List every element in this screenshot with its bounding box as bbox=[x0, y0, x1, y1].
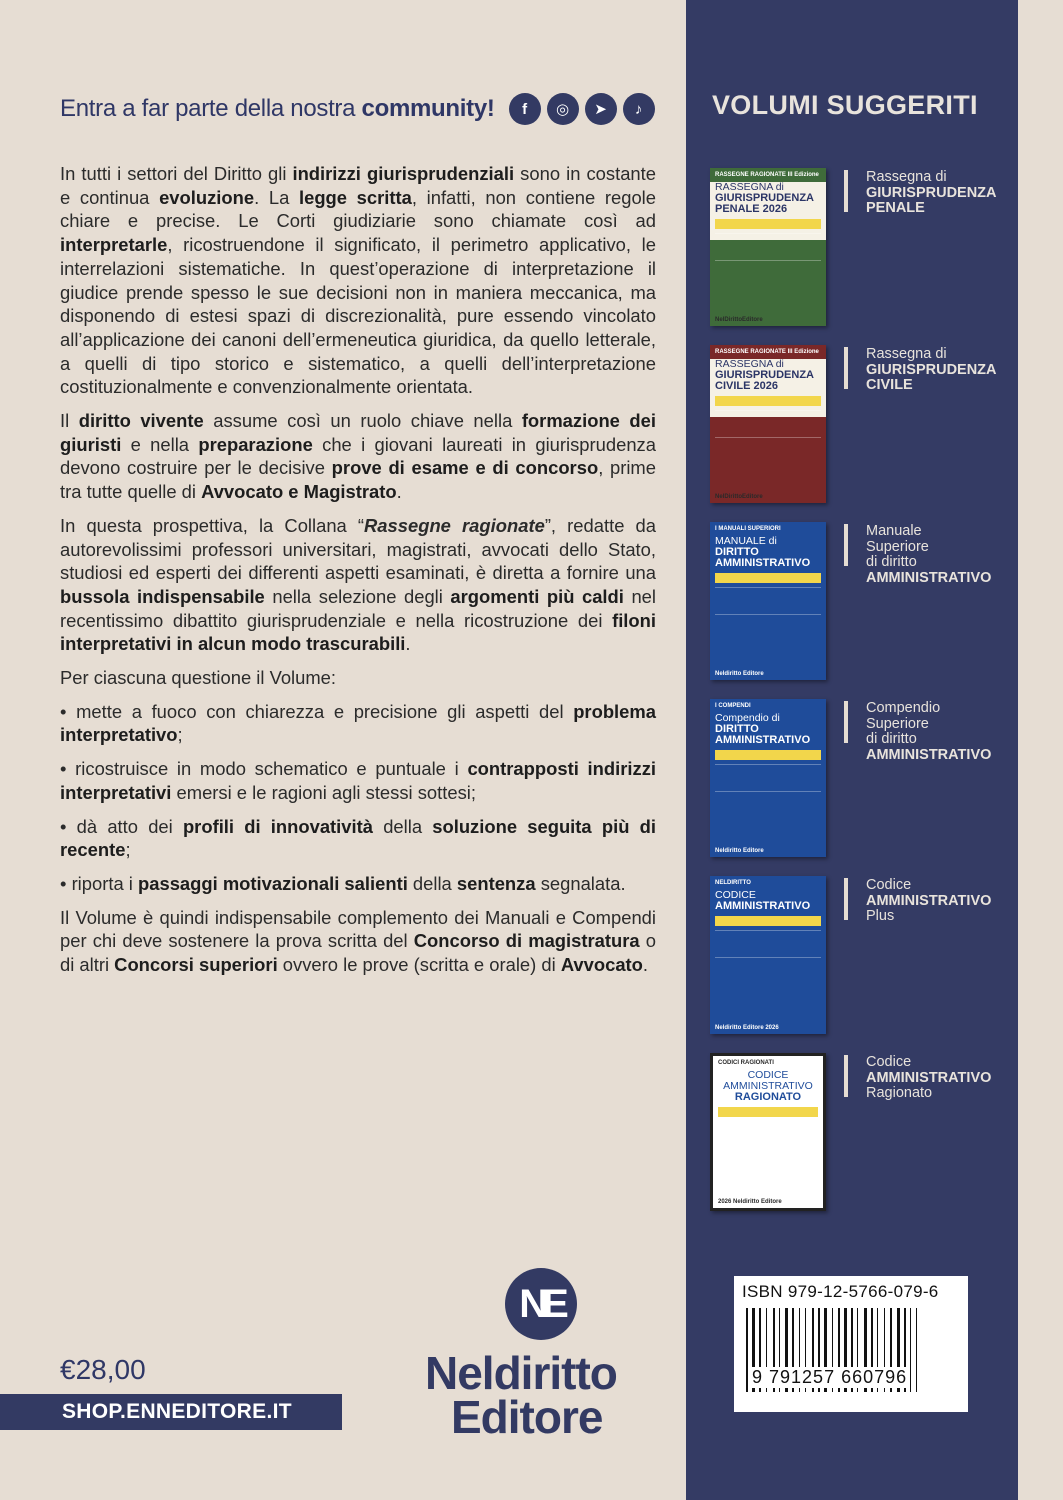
volume-separator bbox=[844, 701, 848, 743]
text-segment: . La bbox=[254, 186, 299, 208]
paragraph-2 bbox=[60, 409, 656, 504]
volume-label-3[interactable] bbox=[866, 524, 1016, 586]
text-segment: passaggi motivazionali salienti bbox=[138, 872, 408, 894]
volume-label-bold: AMMINISTRATIVO bbox=[866, 1069, 992, 1086]
bullet-4 bbox=[60, 872, 656, 896]
book-cover-6[interactable] bbox=[710, 1053, 826, 1211]
text-segment: sono in costante e continua bbox=[60, 163, 656, 208]
text-segment: ”, redatte da autorevolissimi professori universitari, magistrati, avvocati dello Stato, studiosi ed esperti dei differenti aspetti esaminati, è diretta a fornire una bbox=[60, 514, 656, 584]
volume-label-bold: AMMINISTRATIVO bbox=[866, 746, 992, 763]
text-segment: filoni interpretativi in alcun modo trascurabili bbox=[60, 609, 656, 655]
book-cover-publisher: Neldiritto Editore bbox=[715, 671, 764, 677]
book-cover-publisher: Neldiritto Editore bbox=[715, 848, 764, 854]
publisher-name-line2: Editore bbox=[451, 1391, 603, 1443]
text-segment: interpretarle bbox=[60, 234, 168, 256]
text-segment: Il bbox=[60, 410, 79, 432]
text-segment: ricostruisce in modo schematico e puntuale i bbox=[75, 758, 468, 780]
book-cover-lines bbox=[715, 233, 821, 261]
isbn-number: ISBN 979-12-5766-079-6 bbox=[742, 1282, 939, 1301]
price: €28,00 bbox=[60, 1354, 146, 1385]
telegram-icon[interactable]: ➤ bbox=[585, 93, 617, 125]
text-segment: Avvocato bbox=[560, 954, 643, 976]
volume-separator bbox=[844, 347, 848, 389]
text-segment: Il Volume è quindi indispensabile complemento dei Manuali e Compendi per chi deve sostenere la prova scritta del bbox=[60, 906, 656, 952]
text-segment: In tutti i settori del Diritto gli bbox=[60, 163, 293, 184]
text-segment: soluzione seguita più di recente bbox=[60, 815, 656, 861]
book-cover-band bbox=[715, 916, 821, 926]
volume-label-line: Rassegna di bbox=[866, 169, 947, 185]
book-cover-publisher: Neldiritto Editore 2026 bbox=[715, 1025, 779, 1031]
volume-label-line: Compendio bbox=[866, 700, 941, 716]
volume-label-bold: AMMINISTRATIVO bbox=[866, 892, 992, 909]
volume-label-5[interactable] bbox=[866, 878, 1016, 925]
book-cover-lines bbox=[715, 410, 821, 438]
text-segment: riporta i bbox=[71, 872, 138, 894]
volume-label-2[interactable] bbox=[866, 347, 1016, 394]
volume-label-6[interactable] bbox=[866, 1055, 1016, 1102]
book-cover-band bbox=[715, 219, 821, 229]
volume-label-bold: GIURISPRUDENZA bbox=[866, 361, 997, 378]
barcode-number: 9 791257 660796 bbox=[752, 1367, 908, 1387]
text-segment: Concorsi superiori bbox=[114, 954, 278, 976]
text-segment: sentenza bbox=[456, 872, 536, 894]
book-series-header: I COMPENDI bbox=[715, 703, 751, 709]
text-segment: della bbox=[372, 815, 433, 837]
bullet-2 bbox=[60, 757, 656, 804]
volume-label-line: Manuale bbox=[866, 523, 922, 539]
paragraph-4 bbox=[60, 666, 656, 690]
book-cover-subtitle: GIURISPRUDENZA CIVILE 2026 bbox=[715, 369, 814, 392]
publisher-logo bbox=[425, 1268, 665, 1443]
text-segment: In questa prospettiva, la Collana “ bbox=[60, 514, 365, 536]
text-segment: legge scritta bbox=[298, 186, 412, 208]
book-cover-4[interactable] bbox=[710, 699, 826, 857]
volume-label-1[interactable] bbox=[866, 170, 1016, 217]
book-cover-publisher: NelDirittoEditore bbox=[715, 317, 763, 323]
volume-label-line: di diritto bbox=[866, 554, 917, 570]
book-cover-lines bbox=[715, 930, 821, 958]
volume-label-line: Codice bbox=[866, 877, 912, 893]
book-cover-2[interactable] bbox=[710, 345, 826, 503]
text-segment: evoluzione bbox=[159, 186, 255, 208]
text-segment: che i giovani laureati in giurisprudenza devono costruire per le decisive bbox=[60, 433, 656, 479]
book-cover-lines bbox=[715, 764, 821, 792]
volume-label-line: Codice bbox=[866, 1054, 912, 1070]
text-segment: . bbox=[396, 481, 402, 503]
book-cover-subtitle: AMMINISTRATIVO bbox=[715, 900, 811, 912]
bullet-3 bbox=[60, 815, 656, 862]
volume-separator bbox=[844, 878, 848, 920]
publisher-name-line1: Neldiritto bbox=[425, 1347, 617, 1399]
isbn-barcode bbox=[734, 1276, 968, 1412]
text-segment: . bbox=[405, 633, 411, 655]
text-segment: Concorso di magistratura bbox=[413, 930, 640, 952]
text-segment: diritto vivente bbox=[78, 410, 204, 432]
text-segment: della bbox=[407, 872, 457, 894]
book-cover-publisher: NelDirittoEditore bbox=[715, 494, 763, 500]
text-segment: o di altri bbox=[60, 930, 656, 976]
book-cover-title: CODICE AMMINISTRATIVO bbox=[723, 1069, 813, 1092]
book-cover-title: RASSEGNA di bbox=[715, 181, 784, 193]
text-segment: nella selezione degli bbox=[264, 585, 451, 607]
book-cover-subtitle: RAGIONATO bbox=[734, 1091, 802, 1103]
text-segment: prove di esame e di concorso bbox=[331, 457, 599, 479]
text-segment: contrapposti indirizzi interpretativi bbox=[60, 758, 656, 803]
book-series-header: CODICI RAGIONATI bbox=[718, 1060, 774, 1066]
text-segment: segnalata. bbox=[535, 872, 626, 894]
social-icons bbox=[509, 93, 655, 125]
volume-separator bbox=[844, 170, 848, 212]
book-cover-band bbox=[715, 750, 821, 760]
text-segment: assume così un ruolo chiave nella bbox=[203, 410, 522, 432]
volume-label-bold: GIURISPRUDENZA bbox=[866, 184, 997, 201]
book-cover-title: RASSEGNA di bbox=[715, 358, 784, 370]
book-cover-1[interactable] bbox=[710, 168, 826, 326]
text-segment: Avvocato e Magistrato bbox=[201, 481, 397, 503]
right-margin bbox=[1018, 0, 1063, 1500]
volume-separator bbox=[844, 1055, 848, 1097]
text-segment: profili di innovatività bbox=[182, 815, 373, 837]
volume-label-line: Superiore bbox=[866, 715, 929, 732]
volume-label-bold: AMMINISTRATIVO bbox=[866, 569, 992, 586]
volume-label-line: Ragionato bbox=[866, 1085, 933, 1101]
text-segment: Per ciascuna questione il Volume: bbox=[60, 667, 337, 689]
paragraph-3 bbox=[60, 514, 656, 656]
text-segment: preparazione bbox=[198, 433, 313, 455]
text-segment: bussola indispensabile bbox=[60, 585, 265, 607]
text-segment: . bbox=[642, 954, 649, 976]
shop-url: SHOP.ENNEDITORE.IT bbox=[0, 1394, 342, 1430]
text-segment: indirizzi giurisprudenziali bbox=[292, 163, 515, 184]
text-segment: formazione dei giuristi bbox=[60, 410, 656, 455]
book-cover-subtitle: DIRITTO AMMINISTRATIVO bbox=[715, 546, 811, 569]
text-segment: ; bbox=[125, 839, 131, 861]
volume-label-line: Superiore bbox=[866, 538, 929, 555]
text-segment: , prime tra tutte quelle di bbox=[60, 457, 656, 503]
book-cover-band bbox=[718, 1107, 818, 1117]
book-cover-title: CODICE bbox=[715, 889, 756, 901]
suggested-volumes-panel bbox=[686, 0, 1018, 1500]
text-segment: ovvero le prove (scritta e orale) di bbox=[277, 954, 561, 976]
barcode-icon bbox=[742, 1308, 960, 1392]
barcode-bar bbox=[916, 1308, 917, 1392]
bullet-1 bbox=[60, 700, 656, 747]
publisher-logo-icon: NE bbox=[505, 1268, 577, 1340]
book-cover-lines bbox=[718, 1121, 818, 1149]
text-segment: , infatti, non contiene regole chiare e precise. Le Corti giudiziarie sono chiamate così ad bbox=[60, 186, 656, 232]
text-segment: emersi e le ragioni agli stessi sottesi; bbox=[171, 781, 477, 803]
book-cover-5[interactable] bbox=[710, 876, 826, 1034]
text-segment: problema interpretativo bbox=[60, 700, 656, 746]
tiktok-icon[interactable]: ♪ bbox=[623, 93, 655, 125]
instagram-icon[interactable]: ◎ bbox=[547, 93, 579, 125]
book-cover-publisher: 2026 Neldiritto Editore bbox=[718, 1199, 782, 1205]
barcode-bar bbox=[910, 1308, 911, 1392]
text-segment: mette a fuoco con chiarezza e precisione gli aspetti del bbox=[76, 700, 574, 722]
book-cover-lines bbox=[715, 587, 821, 615]
book-cover-subtitle: DIRITTO AMMINISTRATIVO bbox=[715, 723, 811, 746]
book-cover-3[interactable] bbox=[710, 522, 826, 680]
barcode-bar bbox=[746, 1308, 748, 1392]
book-series-header: I MANUALI SUPERIORI bbox=[715, 526, 781, 532]
volume-label-4[interactable] bbox=[866, 701, 1016, 763]
book-cover-title: MANUALE di bbox=[715, 535, 777, 547]
book-cover-subtitle: GIURISPRUDENZA PENALE 2026 bbox=[715, 192, 814, 215]
text-segment: argomenti più caldi bbox=[450, 585, 624, 607]
paragraph-1 bbox=[60, 162, 656, 399]
book-cover-title: Compendio di bbox=[715, 712, 780, 724]
book-cover-band bbox=[715, 396, 821, 406]
text-segment: Rassegne ragionate bbox=[364, 514, 545, 536]
book-series-header: RASSEGNE RAGIONATE III Edizione bbox=[710, 345, 826, 359]
description-text bbox=[60, 162, 656, 987]
volume-label-bold: CIVILE bbox=[866, 377, 913, 393]
book-cover-band bbox=[715, 573, 821, 583]
volume-separator bbox=[844, 524, 848, 566]
text-segment: ; bbox=[177, 724, 183, 746]
paragraph-5 bbox=[60, 906, 656, 977]
volume-label-line: Rassegna di bbox=[866, 346, 947, 362]
community-text: Entra a far parte della nostra community! bbox=[60, 95, 495, 122]
text-segment: e nella bbox=[121, 433, 199, 455]
text-segment: nel recentissimo dibattito giurisprudenziale e nella ricostruzione dei bbox=[60, 585, 656, 631]
suggested-volumes-title: VOLUMI SUGGERITI bbox=[712, 90, 978, 120]
text-segment: , ricostruendone il significato, il perimetro applicativo, le interrelazioni sistematiche. In quest’operazione di interpretazione il giudice prende spesso le sue decisioni non in maniera meccanica, ma disponendo di estesi spazi di discrezionalità, pure essendo vincolato all’applicazione dei canoni dell’ermeneutica giuridica, da quello letterale, a quelli di tipo storico e sistematico, a quelli dell’interpretazione costituzionalmente e convenzionalmente orientata. bbox=[60, 234, 656, 398]
volume-label-line: Plus bbox=[866, 908, 895, 924]
volume-label-bold: PENALE bbox=[866, 200, 925, 216]
book-series-header: RASSEGNE RAGIONATE III Edizione bbox=[710, 168, 826, 182]
facebook-icon[interactable]: f bbox=[509, 93, 541, 125]
volume-label-line: di diritto bbox=[866, 731, 917, 747]
text-segment: dà atto dei bbox=[76, 815, 183, 837]
book-series-header: NELDIRITTO bbox=[715, 880, 751, 886]
community-banner bbox=[60, 88, 670, 130]
